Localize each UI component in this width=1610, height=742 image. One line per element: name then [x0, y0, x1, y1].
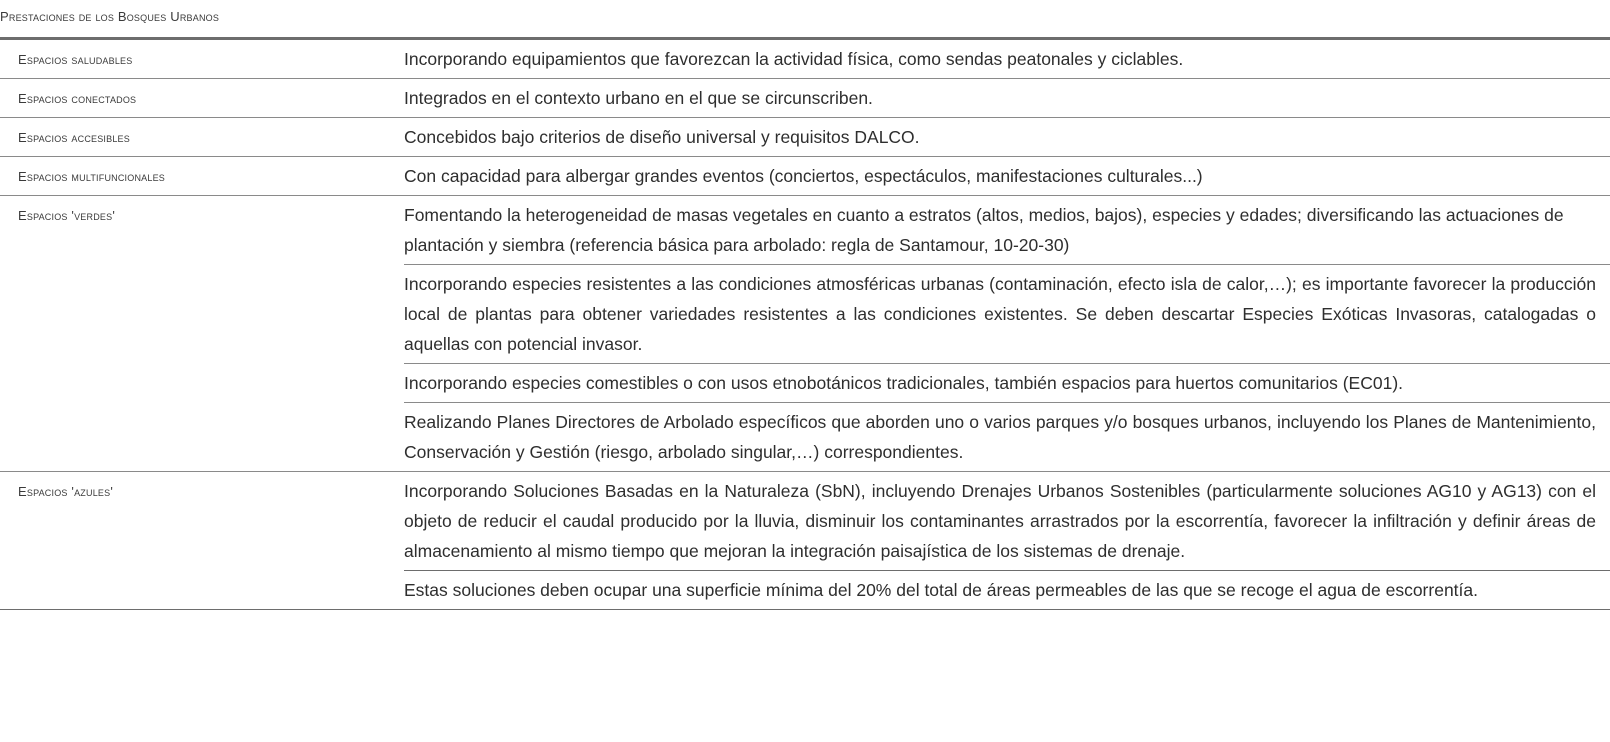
row-label: Espacios 'verdes'	[0, 196, 404, 472]
row-description: Integrados en el contexto urbano en el que se circunscriben.	[404, 79, 1610, 118]
row-description: Estas soluciones deben ocupar una superficie mínima del 20% del total de áreas permeables de las que se recoge el agua de escorrentía.	[404, 571, 1610, 610]
row-description: Realizando Planes Directores de Arbolado específicos que aborden uno o varios parques y/o bosques urbanos, incluyendo los Planes de Mantenimiento, Conservación y Gestión (riesgo, arbolado singular,…) correspondientes.	[404, 403, 1610, 472]
row-label: Espacios conectados	[0, 79, 404, 118]
row-description: Fomentando la heterogeneidad de masas vegetales en cuanto a estratos (altos, medios, bajos), especies y edades; diversificando las actuaciones de plantación y siembra (referencia básica para arbolado: regla de Santamour, 10-20-30)	[404, 196, 1610, 265]
table-row	[0, 472, 1610, 571]
table-row	[0, 118, 1610, 157]
row-label: Espacios accesibles	[0, 118, 404, 157]
row-label: Espacios multifuncionales	[0, 157, 404, 196]
row-label: Espacios saludables	[0, 40, 404, 79]
row-description: Incorporando especies comestibles o con usos etnobotánicos tradicionales, también espacios para huertos comunitarios (EC01).	[404, 364, 1610, 403]
table-row	[0, 196, 1610, 265]
row-description: Incorporando Soluciones Basadas en la Naturaleza (SbN), incluyendo Drenajes Urbanos Sostenibles (particularmente soluciones AG10 y AG13) con el objeto de reducir el caudal producido por la lluvia, disminuir los contaminantes arrastrados por la escorrentía, favorecer la infiltración y definir áreas de almacenamiento al mismo tiempo que mejoran la integración paisajística de los sistemas de drenaje.	[404, 472, 1610, 571]
row-description: Incorporando equipamientos que favorezcan la actividad física, como sendas peatonales y ciclables.	[404, 40, 1610, 79]
table-row	[0, 79, 1610, 118]
row-description: Con capacidad para albergar grandes eventos (conciertos, espectáculos, manifestaciones culturales...)	[404, 157, 1610, 196]
table-row	[0, 157, 1610, 196]
table-title: Prestaciones de los Bosques Urbanos	[0, 9, 220, 24]
benefits-table	[0, 40, 1610, 610]
row-description: Concebidos bajo criterios de diseño universal y requisitos DALCO.	[404, 118, 1610, 157]
row-description: Incorporando especies resistentes a las condiciones atmosféricas urbanas (contaminación, efecto isla de calor,…); es importante favorecer la producción local de plantas para obtener variedades resistentes a las condiciones existentes. Se deben descartar Especies Exóticas Invasoras, catalogadas o aquellas con potencial invasor.	[404, 265, 1610, 364]
table-row	[0, 40, 1610, 79]
row-label: Espacios 'azules'	[0, 472, 404, 610]
